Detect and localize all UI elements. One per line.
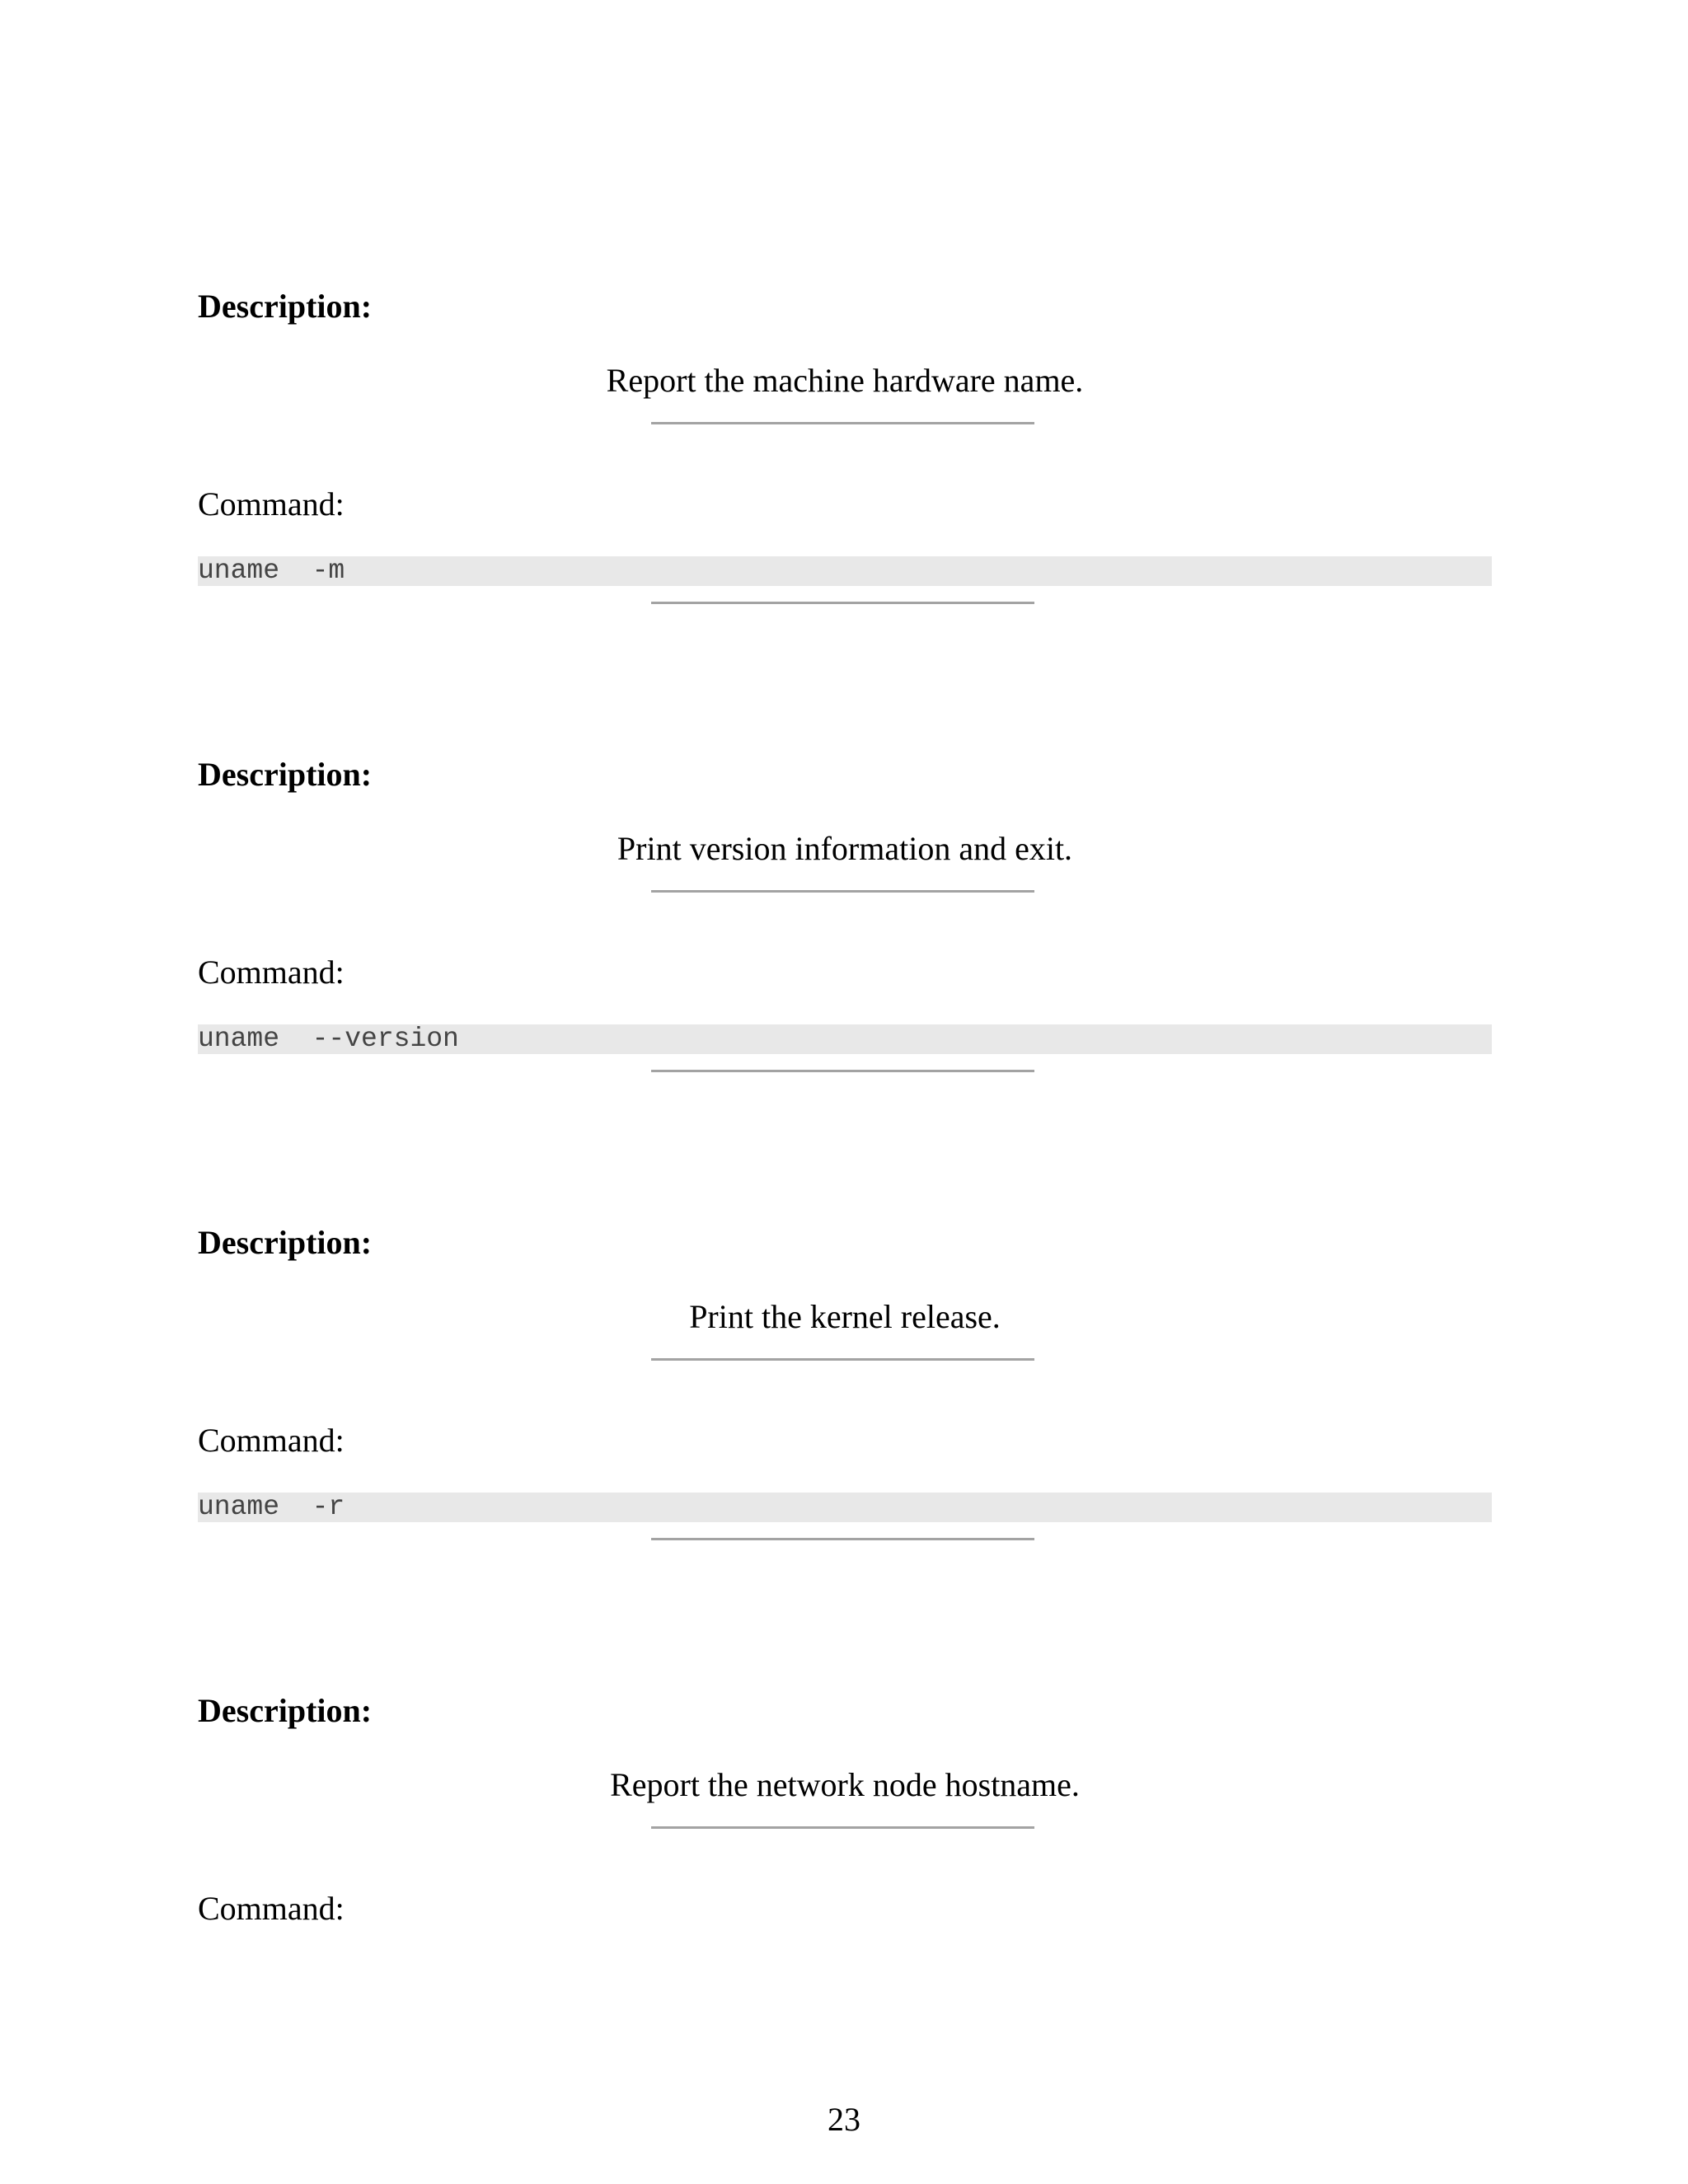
command-entry <box>198 1223 1492 1767</box>
description-text: Report the network node hostname. <box>610 1766 1080 1803</box>
divider <box>651 1826 1034 1829</box>
command-label: Command: <box>198 485 345 523</box>
command-label: Command: <box>198 954 345 991</box>
divider <box>651 422 1034 424</box>
command-code: uname --version <box>198 1024 459 1054</box>
command-code: uname -r <box>198 1492 345 1522</box>
description-text: Report the machine hardware name. <box>606 362 1084 399</box>
page-number: 23 <box>828 2101 860 2138</box>
description-heading: Description: <box>198 756 373 793</box>
description-heading: Description: <box>198 1224 373 1261</box>
command-entry <box>198 755 1492 1299</box>
description-heading: Description: <box>198 1692 373 1729</box>
divider <box>651 602 1034 604</box>
command-label: Command: <box>198 1890 345 1927</box>
description-heading: Description: <box>198 288 373 325</box>
command-label: Command: <box>198 1422 345 1459</box>
divider <box>651 890 1034 893</box>
description-text: Print the kernel release. <box>689 1298 1001 1335</box>
divider <box>651 1358 1034 1361</box>
command-code: uname -m <box>198 555 345 586</box>
code-block <box>198 1493 1492 1522</box>
divider <box>651 1538 1034 1540</box>
code-block <box>198 556 1492 586</box>
description-text: Print version information and exit. <box>617 830 1073 867</box>
command-entry <box>198 1691 1492 1938</box>
divider <box>651 1070 1034 1072</box>
code-block <box>198 1024 1492 1054</box>
command-entry <box>198 287 1492 831</box>
